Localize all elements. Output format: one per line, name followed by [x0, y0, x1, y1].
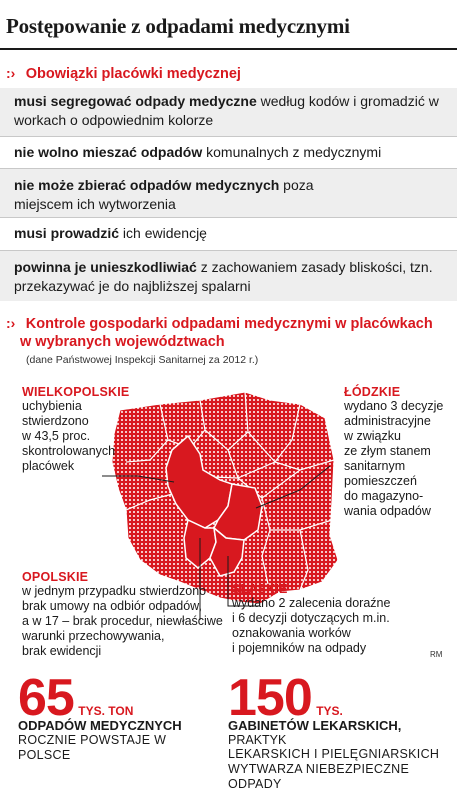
region-wielkopolskie-label — [22, 385, 129, 474]
region-line: skontrolowanych — [22, 444, 116, 458]
stat-unit: TYS. — [316, 704, 343, 718]
list-item — [14, 92, 450, 130]
divider — [0, 136, 457, 137]
region-line: uchybienia — [22, 399, 82, 413]
region-name: ŚLĄSKIE — [232, 582, 288, 596]
list-item — [14, 258, 450, 296]
credit: RM — [430, 650, 443, 659]
region-line: do magazyno- — [344, 489, 424, 503]
stat-rest: PRAKTYK — [228, 733, 287, 747]
stat-waste-desc — [18, 718, 218, 763]
region-line: administracyjne — [344, 414, 431, 428]
leader-wielkopolskie — [102, 476, 174, 482]
region-line: stwierdzono — [22, 414, 89, 428]
list-item-text: ich ewidencję — [119, 225, 207, 241]
list-item — [14, 224, 450, 243]
region-line: wydano 3 decyzje — [344, 399, 444, 413]
stat-header — [228, 718, 456, 747]
list-item-bold: musi prowadzić — [14, 225, 120, 241]
list-item-bold: nie może zbierać odpadów medycznych — [14, 177, 280, 193]
list-item-text: według kodów i gromadzić w workach o odpowiednim kolorze — [14, 93, 439, 128]
section2-heading-line2: w wybranych województwach — [20, 334, 225, 350]
region-line: warunki przechowywania, — [22, 629, 165, 643]
region-line: brak ewidencji — [22, 644, 102, 658]
region-name: OPOLSKIE — [22, 570, 89, 584]
section2-heading-line1: Kontrole gospodarki odpadami medycznymi w placówkach — [25, 316, 433, 332]
section2-header — [6, 315, 433, 333]
region-line: w jednym przypadku stwierdzono — [22, 584, 207, 598]
section1-heading: Obowiązki placówki medycznej — [25, 66, 241, 82]
stat-value: 150 — [228, 669, 312, 727]
region-line: ze złym stanem — [344, 444, 431, 458]
region-line: wydano 2 zalecenia doraźne — [232, 596, 391, 610]
region-name: WIELKOPOLSKIE — [22, 385, 130, 399]
region-line: brak umowy na odbiór odpadów, — [22, 599, 202, 613]
list-item-bold: powinna je unieszkodliwiać — [14, 259, 197, 275]
region-name: ŁÓDZKIE — [344, 385, 401, 399]
divider — [0, 217, 457, 218]
stat-value: 65 — [18, 669, 74, 727]
stat-line: ROCZNIE POWSTAJE W POLSCE — [18, 733, 167, 762]
stat-offices — [228, 669, 343, 727]
region-line: wania odpadów — [344, 504, 431, 518]
source-note: (dane Państwowej Inspekcji Sanitarnej za 2012 r.) — [26, 354, 259, 366]
region-line: placówek — [22, 459, 75, 473]
region-slaskie-label — [232, 582, 390, 656]
region-opolskie-label — [22, 570, 223, 659]
list-item — [14, 176, 344, 214]
list-item-bold: nie wolno mieszać odpadów — [14, 144, 203, 160]
region-line: sanitarnym — [344, 459, 406, 473]
list-item-text: z zachowaniem zasady bliskości, tzn. przekazywać je do najbliższej spalarni — [14, 259, 433, 294]
page-title: Postępowanie z odpadami medycznymi — [6, 14, 350, 38]
stat-offices-desc — [228, 718, 456, 792]
region-line: pomieszczeń — [344, 474, 417, 488]
stat-bold: GABINETÓW LEKARSKICH, — [228, 718, 402, 733]
list-item-text: poza miejscem ich wytworzenia — [14, 177, 314, 212]
section2-marker: :› — [6, 315, 16, 331]
region-line: i 6 decyzji dotyczących m.in. — [232, 611, 390, 625]
region-lodzkie-label — [344, 385, 443, 519]
stat-unit: TYS. TON — [78, 704, 134, 718]
region-line: oznakowania worków — [232, 626, 351, 640]
section1-header — [6, 65, 241, 83]
list-item — [14, 143, 450, 162]
region-line: w 43,5 proc. — [22, 429, 91, 443]
stat-waste — [18, 669, 134, 727]
leader-lodzkie — [256, 466, 330, 508]
list-item-bold: musi segregować odpady medyczne — [14, 93, 257, 109]
list-item-text: komunalnych z medycznymi — [202, 144, 382, 160]
stat-line: LEKARSKICH I PIELĘGNIARSKICH — [228, 747, 440, 761]
region-line: w związku — [344, 429, 401, 443]
region-line: i pojemników na odpady — [232, 641, 367, 655]
title-divider — [0, 48, 457, 50]
region-line: a w 17 – brak procedur, niewłaściwe — [22, 614, 223, 628]
section1-marker: :› — [6, 65, 16, 81]
stat-line: WYTWARZA NIEBEZPIECZNE ODPADY — [228, 762, 410, 791]
stat-bold: ODPADÓW MEDYCZNYCH — [18, 718, 182, 733]
